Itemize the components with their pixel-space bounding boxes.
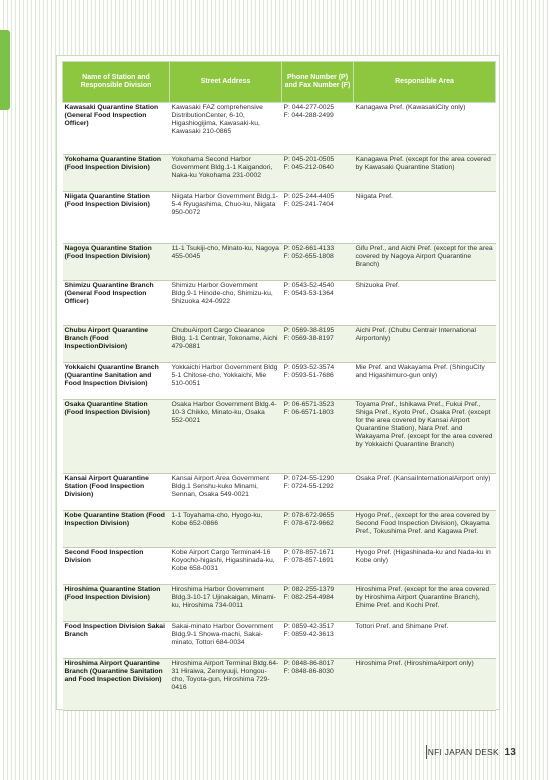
street-address-cell: [170, 103, 282, 155]
street-address-cell: [170, 192, 282, 244]
street-address-text: Hiroshima Airport Terminal Bldg.64-31 Hiraiwa, Zennyuuji, Hongou-cho, Toyota-gun, Hiroshima 729-0416: [171, 660, 279, 692]
table-header-row: [63, 62, 496, 103]
street-address-text: Niigata Harbor Government Bldg.1-5-4 Ryugashima, Chuo-ku, Niigata 950-0072: [171, 193, 279, 217]
fax-number: F: 06-6571-1803: [283, 409, 334, 417]
phone-number: P: 045-201-0505: [283, 156, 335, 163]
street-address-text: ChubuAirport Cargo Clearance Bldg. 1-1 Centrair, Tokoname, Aichi 479-0881: [171, 327, 278, 351]
station-name-text: Food Inspection Division Sakai Branch: [64, 623, 165, 639]
table-row: [63, 622, 496, 659]
header-station-name: Name of Station and Responsible Division: [63, 62, 170, 103]
responsible-area-cell: [354, 585, 496, 622]
station-name-cell: [63, 103, 170, 155]
street-address-cell: [170, 659, 282, 711]
street-address-text: Kawasaki FAZ comprehensive DistributionCenter, 6-10, Higashiogijima, Kawasaki-ku, Kawasaki 210-0865: [171, 104, 263, 136]
phone-number: P: 0859-42-3517: [283, 623, 335, 630]
table-row: [63, 474, 496, 511]
street-address-cell: [170, 155, 282, 192]
table-row: [63, 585, 496, 622]
station-name-cell: [63, 326, 170, 363]
street-address-cell: [170, 281, 282, 326]
station-name-text: Hiroshima Quarantine Station (Food Inspection Division): [64, 586, 161, 602]
street-address-text: Kansai Airport Area Government Bldg.1 Senshu-kuko Minami, Sennan, Osaka 549-0021: [171, 475, 269, 499]
street-address-cell: [170, 622, 282, 659]
street-address-text: Osaka Harbor Government Bldg.4-10-3 Chikko, Minato-ku, Osaka 552-0021: [171, 401, 277, 425]
responsible-area-text: Hyogo Pref., (except for the area covered by Second Food Inspection Division), Okayama Pref., Tokushima Pref. and Kagawa Pref.: [355, 512, 490, 536]
phone-fax-cell: [282, 659, 354, 711]
phone-fax-cell: [282, 363, 354, 400]
table-row: [63, 281, 496, 326]
station-name-text: Kawasaki Quarantine Station (General Food Inspection Officer): [64, 104, 159, 128]
page-number: 13: [504, 747, 516, 758]
responsible-area-text: Mie Pref. and Wakayama Pref. (ShinguCity and Higashimuro-gun only): [355, 364, 485, 380]
phone-fax-cell: [282, 326, 354, 363]
street-address-cell: [170, 585, 282, 622]
phone-fax-cell: [282, 155, 354, 192]
station-name-text: Kansai Airport Quarantine Station (Food Inspection Division): [64, 475, 149, 499]
fax-number: F: 0859-42-3613: [283, 631, 334, 639]
responsible-area-cell: [354, 192, 496, 244]
fax-number: F: 0724-55-1292: [283, 483, 334, 491]
street-address-text: Kobe Airport Cargo Terminal4-16 Koyocho-higashi, Higashinada-ku, Kobe 658-0031: [171, 549, 275, 573]
station-name-cell: [63, 281, 170, 326]
fax-number: F: 0593-51-7686: [283, 372, 334, 380]
street-address-cell: [170, 244, 282, 281]
station-name-cell: [63, 585, 170, 622]
responsible-area-cell: [354, 474, 496, 511]
station-name-cell: [63, 400, 170, 474]
phone-fax-cell: [282, 103, 354, 155]
station-name-text: Osaka Quarantine Station (Food Inspection Division): [64, 401, 150, 417]
phone-fax-cell: [282, 511, 354, 548]
fax-number: F: 0848-86-8030: [283, 668, 334, 676]
station-name-text: Niigata Quarantine Station (Food Inspection Division): [64, 193, 150, 209]
street-address-cell: [170, 400, 282, 474]
phone-number: P: 06-6571-3523: [283, 401, 335, 408]
phone-number: P: 044-277-0025: [283, 104, 335, 111]
footer-label: NFI JAPAN DESK: [427, 747, 499, 757]
page-footer: [428, 747, 516, 758]
responsible-area-text: Hyogo Pref. (Higashinada-ku and Nada-ku in Kobe only): [355, 549, 491, 565]
responsible-area-text: Tottori Pref. and Shimane Pref.: [355, 623, 449, 630]
phone-fax-cell: [282, 622, 354, 659]
station-name-cell: [63, 474, 170, 511]
phone-fax-cell: [282, 548, 354, 585]
responsible-area-cell: [354, 155, 496, 192]
responsible-area-text: Kanagawa Pref. (KawasakiCity only): [355, 104, 466, 111]
station-name-cell: [63, 192, 170, 244]
street-address-cell: [170, 326, 282, 363]
fax-number: F: 052-655-1808: [283, 253, 334, 261]
responsible-area-cell: [354, 326, 496, 363]
responsible-area-text: Toyama Pref., Ishikawa Pref., Fukui Pref., Shiga Pref., Kyoto Pref., Osaka Pref. (except for the area covered by Kansai Airport Quarantine Station), Nara Pref. and Wakayama Pref. (except for the area covered by Yokkaichi Quarantine Branch): [355, 401, 493, 449]
responsible-area-text: Shizuoka Pref.: [355, 282, 400, 289]
station-name-cell: [63, 511, 170, 548]
table-row: [63, 192, 496, 244]
responsible-area-cell: [354, 363, 496, 400]
street-address-text: Shimizu Harbor Government Bldg.9-1 Hinode-cho, Shimizu-ku, Shizuoka 424-0922: [171, 282, 273, 306]
phone-number: P: 052-661-4133: [283, 245, 335, 252]
fax-number: F: 0569-38-8197: [283, 335, 334, 343]
street-address-cell: [170, 548, 282, 585]
table-row: [63, 548, 496, 585]
table-row: [63, 244, 496, 281]
responsible-area-text: Gifu Pref., and Aichi Pref. (except for the area covered by Nagoya Airport Quarantine Branch): [355, 245, 493, 269]
responsible-area-cell: [354, 281, 496, 326]
street-address-text: Sakai-minato Harbor Government Bldg.9-1 Showa-machi, Sakai-minato, Tottori 684-0034: [171, 623, 274, 647]
responsible-area-cell: [354, 548, 496, 585]
responsible-area-cell: [354, 659, 496, 711]
station-name-text: Kobe Quarantine Station (Food Inspection Division): [64, 512, 165, 528]
street-address-text: Yokkaichi Harbor Government Bldg 5-1 Chitose-cho, Yokkaichi, Mie 510-0051: [171, 364, 278, 388]
table-row: [63, 659, 496, 711]
phone-number: P: 0848-86-8017: [283, 660, 335, 667]
phone-number: P: 078-857-1671: [283, 549, 335, 556]
fax-number: F: 0543-53-1364: [283, 290, 334, 298]
phone-fax-cell: [282, 474, 354, 511]
phone-number: P: 0569-38-8195: [283, 327, 335, 334]
responsible-area-cell: [354, 103, 496, 155]
fax-number: F: 078-672-9662: [283, 520, 334, 528]
phone-fax-cell: [282, 281, 354, 326]
station-name-text: Shimizu Quarantine Branch (General Food Inspection Officer): [64, 282, 154, 306]
station-name-cell: [63, 155, 170, 192]
quarantine-station-table: [62, 61, 496, 711]
station-name-cell: [63, 548, 170, 585]
table-row: [63, 103, 496, 155]
phone-number: P: 0543-52-4540: [283, 282, 335, 289]
fax-number: F: 025-241-7404: [283, 201, 334, 209]
header-responsible-area: Responsible Area: [354, 62, 496, 103]
street-address-cell: [170, 511, 282, 548]
phone-fax-cell: [282, 585, 354, 622]
header-street-address: Street Address: [170, 62, 282, 103]
station-name-cell: [63, 622, 170, 659]
station-name-text: Yokohama Quarantine Station (Food Inspection Division): [64, 156, 162, 172]
phone-number: P: 082-255-1379: [283, 586, 335, 593]
table-row: [63, 511, 496, 548]
street-address-text: 1-1 Toyahama-cho, Hyogo-ku, Kobe 652-0866: [171, 512, 263, 528]
phone-fax-cell: [282, 244, 354, 281]
station-name-cell: [63, 363, 170, 400]
station-name-text: Second Food Inspection Division: [64, 549, 144, 565]
station-name-text: Hiroshima Airport Quarantine Branch (Quarantine Sanitation and Food Inspection Division): [64, 660, 163, 684]
fax-number: F: 082-254-4984: [283, 594, 334, 602]
table-row: [63, 400, 496, 474]
responsible-area-cell: [354, 511, 496, 548]
responsible-area-text: Hiroshima Pref. (except for the area covered by Hiroshima Airport Quarantine Branch), Ehime Pref. and Kochi Pref.: [355, 586, 490, 610]
street-address-cell: [170, 363, 282, 400]
header-phone-fax: Phone Number (P) and Fax Number (F): [282, 62, 354, 103]
responsible-area-cell: [354, 622, 496, 659]
station-name-cell: [63, 244, 170, 281]
responsible-area-text: Hiroshima Pref. (HiroshimaAirport only): [355, 660, 474, 667]
responsible-area-cell: [354, 244, 496, 281]
phone-number: P: 0724-55-1290: [283, 475, 335, 482]
responsible-area-cell: [354, 400, 496, 474]
station-name-cell: [63, 659, 170, 711]
phone-number: P: 025-244-4405: [283, 193, 335, 200]
phone-fax-cell: [282, 400, 354, 474]
street-address-cell: [170, 474, 282, 511]
station-name-text: Nagoya Quarantine Station (Food Inspection Division): [64, 245, 152, 261]
responsible-area-text: Aichi Pref. (Chubu Centrair International Airportonly): [355, 327, 477, 343]
fax-number: F: 078-857-1691: [283, 557, 334, 565]
table-row: [63, 363, 496, 400]
fax-number: F: 045-212-0640: [283, 164, 334, 172]
table-row: [63, 155, 496, 192]
station-name-text: Yokkaichi Quarantine Branch (Quarantine Sanitation and Food Inspection Division): [64, 364, 159, 388]
side-tab-decoration: [0, 30, 10, 110]
table-row: [63, 326, 496, 363]
phone-fax-cell: [282, 192, 354, 244]
street-address-text: Hiroshima Harbor Government Bldg.3-10-17 Ujinakaigan, Minami-ku, Hiroshima 734-0011: [171, 586, 276, 610]
street-address-text: Yokohama Second Harbor Government Bldg.1-1 Kaigandori, Naka-ku Yokohama 231-0002: [171, 156, 273, 180]
fax-number: F: 044-288-2499: [283, 112, 334, 120]
phone-number: P: 0593-52-3574: [283, 364, 335, 371]
responsible-area-text: Kanagawa Pref. (except for the area covered by Kawasaki Quarantine Station): [355, 156, 491, 172]
street-address-text: 11-1 Tsukiji-cho, Minato-ku, Nagoya 455-0045: [171, 245, 279, 261]
responsible-area-text: Osaka Pref. (KansaiInternationalAirport only): [355, 475, 491, 482]
responsible-area-text: Niigata Pref.: [355, 193, 393, 200]
phone-number: P: 078-672-9655: [283, 512, 335, 519]
station-name-text: Chubu Airport Quarantine Branch (Food InspectionDivision): [64, 327, 149, 351]
